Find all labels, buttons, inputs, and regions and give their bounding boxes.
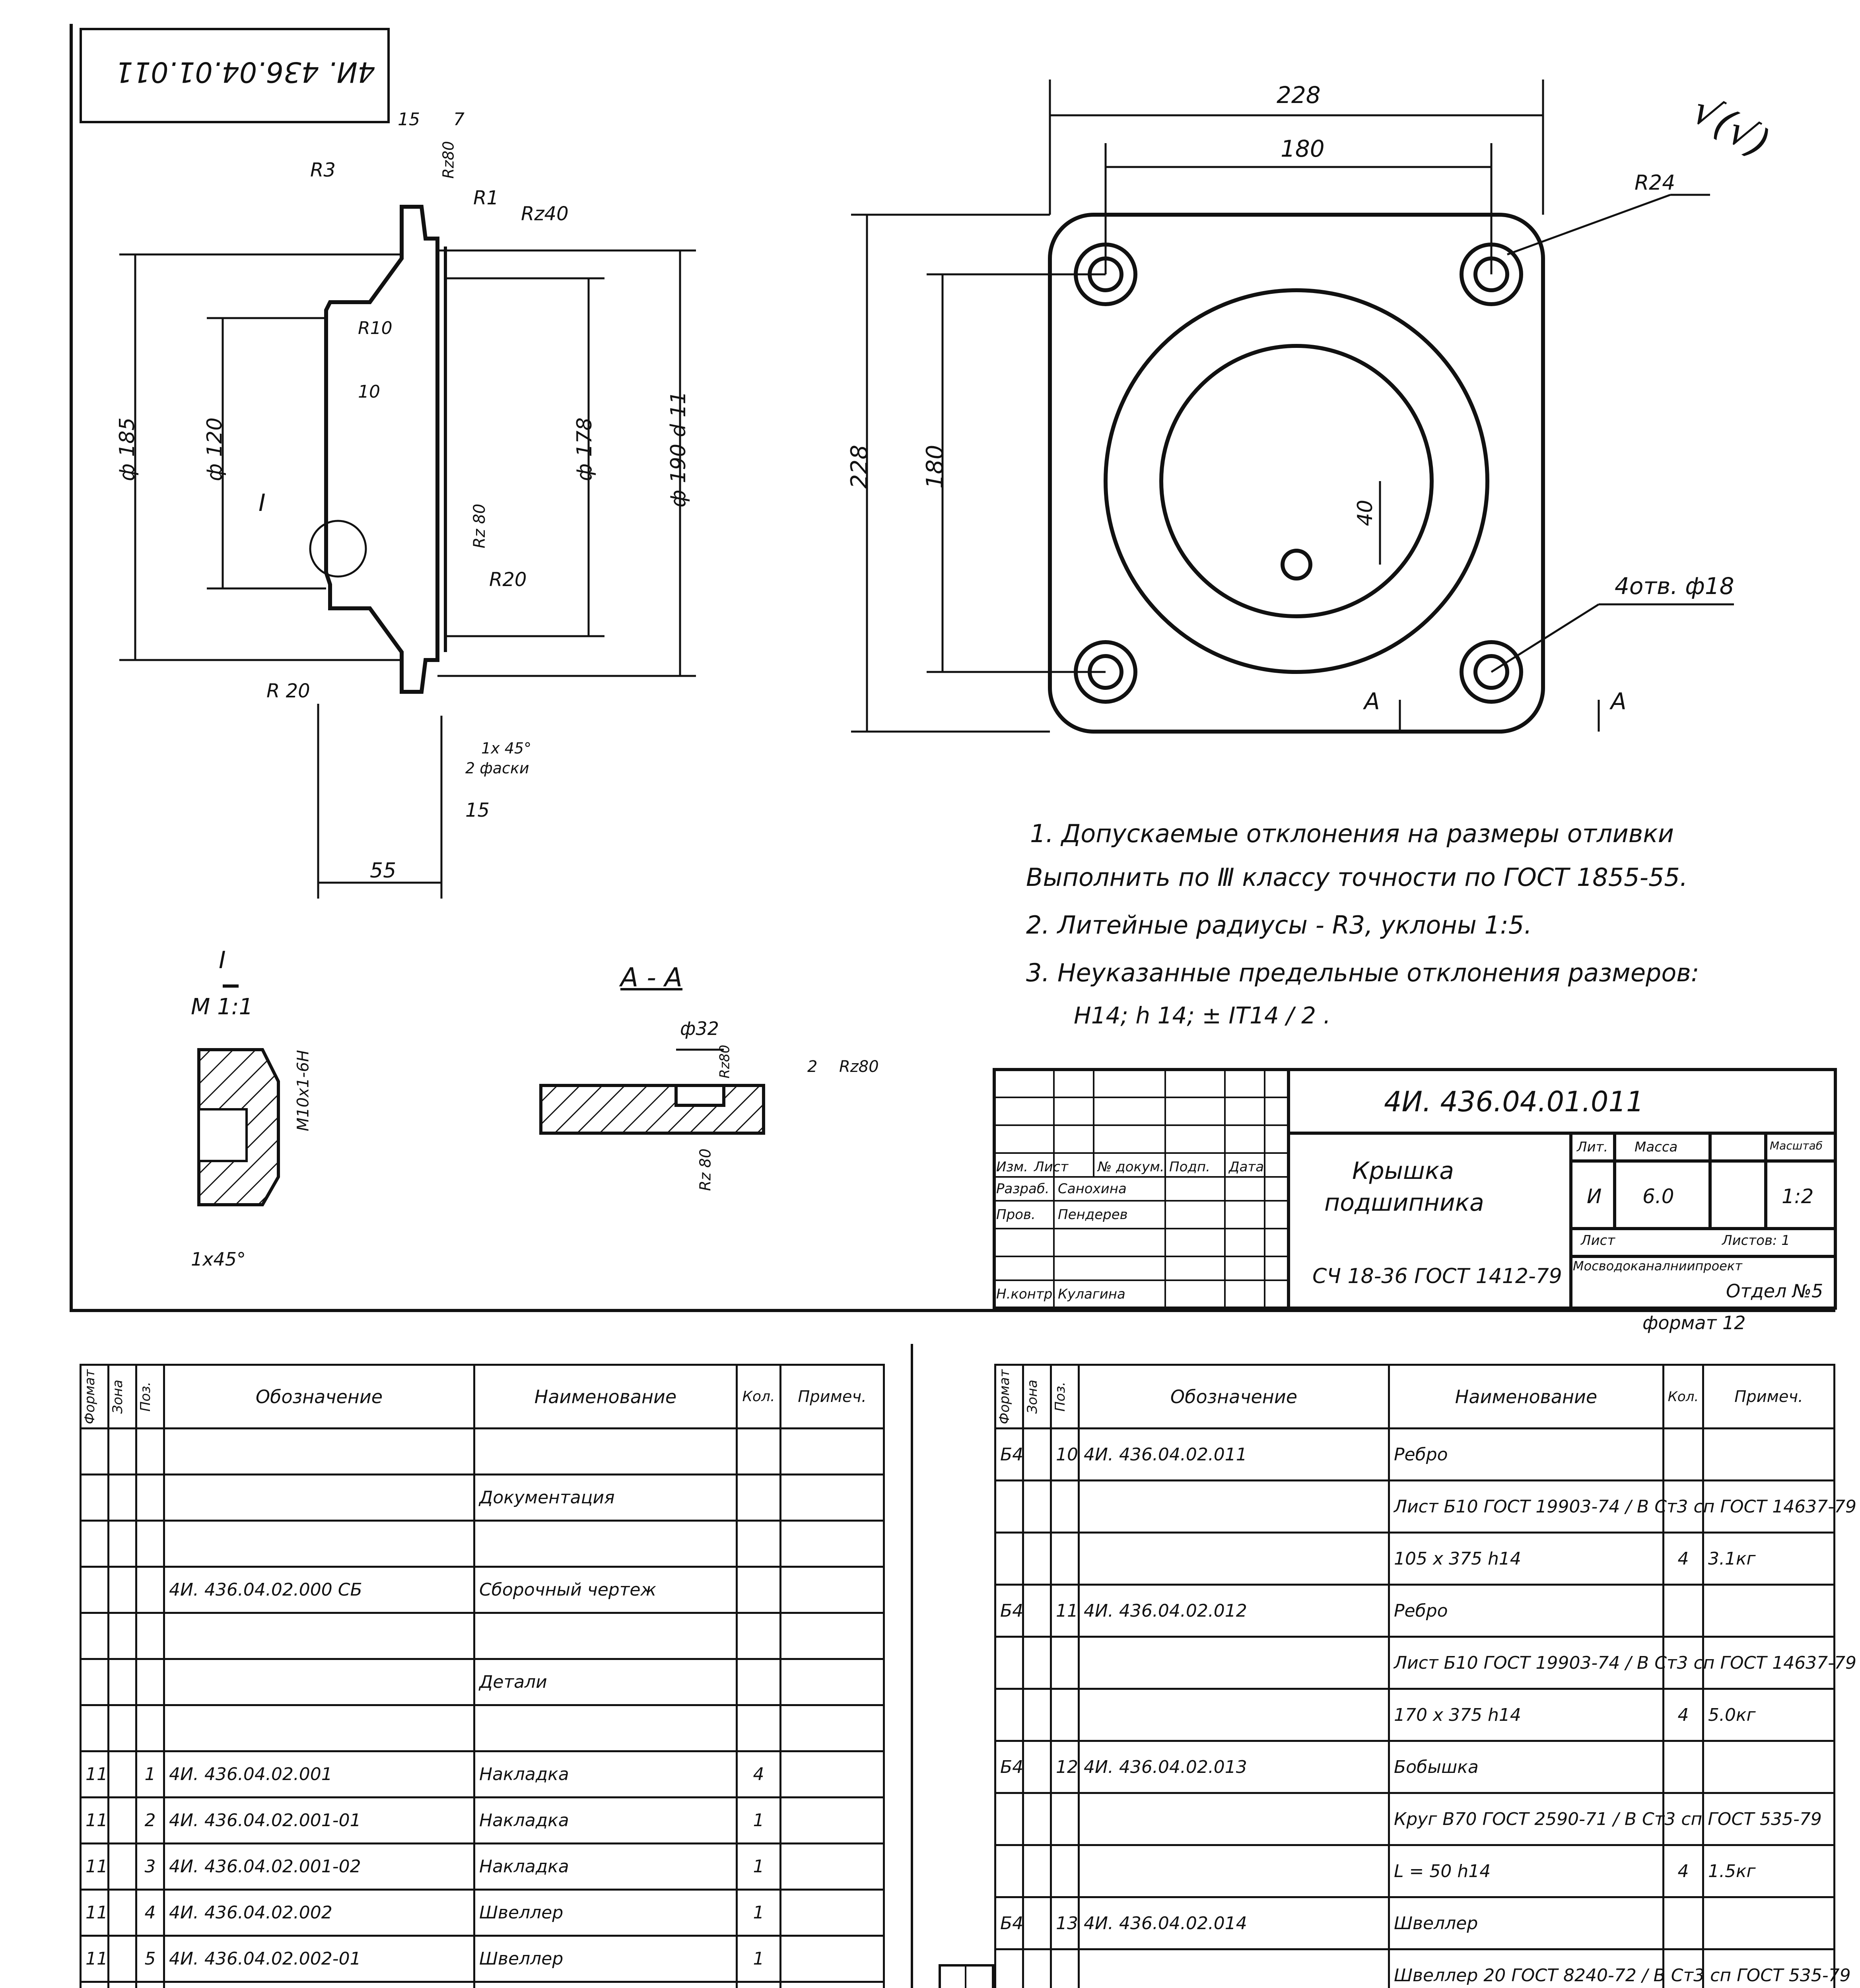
zone-cell [1023,1481,1051,1533]
format-cell [81,1659,109,1705]
section-aa-rz80c: Rz 80 [696,1148,714,1191]
designation-cell: 4И. 436.04.02.001-01 [164,1798,474,1844]
note-cell [781,1705,884,1751]
designation-cell [1079,1949,1389,1988]
right-head-qty: Кол. [1664,1365,1703,1429]
note-cell [1703,1429,1835,1481]
pos-cell [1051,1845,1079,1897]
section-aa-rz80b: Rz80 [839,1058,879,1076]
name-cell: Накладка [474,1844,737,1890]
format-cell [995,1949,1023,1988]
spec-row [995,1585,1835,1637]
pos-cell [1051,1481,1079,1533]
note-cell [781,1429,884,1475]
format-cell: 11 [81,1936,109,1982]
spec-row [995,1637,1835,1689]
note-cell [1703,1897,1835,1949]
name-cell [474,1613,737,1659]
pos-cell [136,1567,164,1613]
qty-cell [1664,1585,1703,1637]
qty-cell: 4 [1664,1689,1703,1741]
section-mark-a-left: А [1364,688,1380,715]
section-aa-rz80a: Rz80 [717,1044,733,1079]
tb1-razrab-role: Разраб. [996,1181,1050,1197]
format-cell: Б4 [995,1585,1023,1637]
right-head-zone: Зона [1023,1365,1051,1429]
dim-holes: 4отв. ф18 [1615,573,1734,600]
left-head-qty: Кол. [737,1365,781,1429]
pos-cell: 10 [1051,1429,1079,1481]
designation-cell [164,1429,474,1475]
name-cell [474,1429,737,1475]
tb1-col-list: Лист [1034,1159,1069,1175]
format-cell [81,1613,109,1659]
name-cell: Швеллер [1389,1897,1664,1949]
spec-row [81,1567,884,1613]
name-cell: Ребро [1389,1429,1664,1481]
note-cell [1703,1741,1835,1793]
qty-cell [1664,1741,1703,1793]
pos-cell [1051,1689,1079,1741]
name-cell: L = 50 h14 [1389,1845,1664,1897]
dim-228-top: 228 [1277,82,1321,109]
spec-row [995,1481,1835,1533]
note-3a: 3. Неуказанные предельные отклонения размеров: [1026,958,1699,987]
qty-cell [737,1429,781,1475]
note-cell [781,1936,884,1982]
right-head-pos: Поз. [1051,1365,1079,1429]
spec-row [81,1429,884,1475]
name-cell: Швеллер 20 ГОСТ 8240-72 / В Ст3 сп ГОСТ 535-79 [1389,1949,1664,1988]
note-cell [781,1751,884,1798]
qty-cell: 4 [1664,1533,1703,1585]
sheet-divider [911,1344,913,1988]
qty-cell: 1 [737,1890,781,1936]
dim-55: 55 [370,859,396,883]
dim-r20-a: R20 [489,569,527,591]
note-cell [1703,1585,1835,1637]
note-cell [781,1798,884,1844]
zone-cell [109,1659,136,1705]
right-head-format: Формат [995,1365,1023,1429]
name-cell [474,1705,737,1751]
pos-cell [136,1429,164,1475]
dim-15b: 15 [465,799,490,821]
spec-row [995,1845,1835,1897]
left-head-zone: Зона [109,1365,136,1429]
tb1-list: Лист [1581,1233,1615,1248]
note-cell [781,1844,884,1890]
designation-cell [1079,1689,1389,1741]
name-cell: Сборочный чертеж [474,1567,737,1613]
name-cell: Круг В70 ГОСТ 2590-71 / В Ст3 сп ГОСТ 535-79 [1389,1793,1664,1845]
dim-phi185: ф 185 [115,417,140,481]
tb1-col-date: Дата [1229,1159,1264,1175]
format-cell [995,1845,1023,1897]
spec-row [81,1982,884,1988]
format-cell [995,1793,1023,1845]
qty-cell [737,1521,781,1567]
tb1-nkontr-role: Н.контр. [996,1286,1057,1302]
dim-10: 10 [358,382,380,402]
zone-cell [109,1844,136,1890]
dim-228-left: 228 [845,445,873,489]
zone-cell [109,1798,136,1844]
zone-cell [109,1936,136,1982]
pos-cell [1051,1949,1079,1988]
pos-cell [136,1521,164,1567]
spec-row [81,1613,884,1659]
pos-cell: 4 [136,1890,164,1936]
note-cell [781,1659,884,1705]
qty-cell [737,1659,781,1705]
qty-cell [737,1982,781,1988]
zone-cell [109,1475,136,1521]
note-3b: Н14; h 14; ± IT14 / 2 . [1074,1002,1331,1029]
designation-cell: 4И. 436.04.02.001-02 [164,1844,474,1890]
spec-row [995,1741,1835,1793]
zone-cell [109,1890,136,1936]
note-cell [781,1521,884,1567]
zone-cell [109,1429,136,1475]
format-cell: Б4 [995,1741,1023,1793]
dim-rz80-a: Rz80 [439,141,457,179]
pos-cell [136,1982,164,1988]
name-cell: Швеллер [474,1890,737,1936]
pos-cell: 12 [1051,1741,1079,1793]
zone-cell [109,1705,136,1751]
left-spec-table [80,1364,885,1988]
note-1a: 1. Допускаемые отклонения на размеры отливки [1030,819,1674,848]
dim-rz80-b: Rz 80 [470,503,489,549]
pos-cell [1051,1793,1079,1845]
designation-cell: 4И. 436.04.02.002-01 [164,1936,474,1982]
pos-cell [136,1475,164,1521]
section-aa-title: А - А [620,962,683,993]
note-2: 2. Литейные радиусы - R3, уклоны 1:5. [1026,911,1532,940]
format-cell: 11 [81,1890,109,1936]
spec-row [81,1936,884,1982]
format-cell [995,1533,1023,1585]
note-cell: 5.0кг [1703,1689,1835,1741]
designation-cell [1079,1481,1389,1533]
tb1-col-doc: № докум. [1098,1159,1164,1175]
zone-cell [1023,1585,1051,1637]
dim-phi120: ф 120 [203,417,227,481]
zone-cell [1023,1689,1051,1741]
qty-cell [737,1705,781,1751]
right-head-designation: Обозначение [1079,1365,1389,1429]
dim-r10: R10 [358,318,393,338]
detail-i-title: I [219,946,226,974]
dim-rz40: Rz40 [521,203,569,225]
zone-cell [1023,1429,1051,1481]
note-1b: Выполнить по Ⅲ классу точности по ГОСТ 1855-55. [1026,863,1688,892]
tb1-lit: И [1587,1185,1602,1208]
spec-row [995,1429,1835,1481]
name-cell: Ребро [1389,1585,1664,1637]
left-head-format: Формат [81,1365,109,1429]
spec-row [81,1844,884,1890]
spec-row [995,1897,1835,1949]
note-cell [781,1613,884,1659]
tb1-name-2: подшипника [1324,1189,1484,1217]
name-cell: Бобышка [1389,1741,1664,1793]
zone-cell [109,1751,136,1798]
detail-i-chamfer: 1х45° [191,1248,246,1270]
qty-cell: 1 [737,1798,781,1844]
designation-cell [164,1659,474,1705]
format-cell [995,1481,1023,1533]
tb1-col-sign: Подп. [1169,1159,1210,1175]
qty-cell: 4 [737,1751,781,1798]
pos-cell [1051,1533,1079,1585]
tb1-code: 4И. 436.04.01.011 [1384,1085,1644,1118]
name-cell: 105 х 375 h14 [1389,1533,1664,1585]
zone-cell [1023,1741,1051,1793]
section-aa-d2: 2 [807,1058,818,1076]
format-cell [81,1475,109,1521]
tb1-col-izm: Изм. [996,1159,1028,1175]
note-cell [781,1982,884,1988]
tb1-prov-role: Пров. [996,1207,1036,1223]
dim-r1: R1 [473,187,499,209]
zone-cell [1023,1793,1051,1845]
name-cell: Швеллер [474,1936,737,1982]
designation-cell [164,1982,474,1988]
name-cell [474,1982,737,1988]
qty-cell [737,1567,781,1613]
right-head-name: Наименование [1389,1365,1664,1429]
designation-cell: 4И. 436.04.02.000 СБ [164,1567,474,1613]
dim-7: 7 [453,109,465,130]
dim-r3: R3 [310,159,336,181]
dim-chamfer-2: 2 фаски [465,759,529,777]
spec-row [995,1793,1835,1845]
tb1-name-1: Крышка [1352,1157,1454,1185]
tb1-massa-h: Масса [1635,1139,1678,1155]
tb1-lit-h: Лит. [1577,1139,1608,1155]
spec-row [81,1890,884,1936]
tb1-dept: Отдел №5 [1726,1280,1823,1302]
zone-cell [109,1982,136,1988]
designation-cell: 4И. 436.04.02.001 [164,1751,474,1798]
format-cell [81,1982,109,1988]
dim-r24: R24 [1635,171,1675,195]
right-side-stamp [939,1964,994,1988]
zone-cell [1023,1845,1051,1897]
zone-cell [109,1567,136,1613]
tb1-masshtab: 1:2 [1782,1185,1814,1208]
tb1-masshtab-h: Масштаб [1770,1139,1823,1152]
tb1-razrab-name: Санохина [1058,1181,1127,1197]
name-cell: 170 х 375 h14 [1389,1689,1664,1741]
format-cell: 11 [81,1751,109,1798]
dim-15: 15 [398,109,420,130]
pos-cell [136,1705,164,1751]
tb1-listov: Листов: 1 [1722,1233,1790,1248]
dim-phi178: ф 178 [573,417,597,481]
spec-row [81,1751,884,1798]
dim-180-left: 180 [921,445,948,489]
tb1-massa: 6.0 [1642,1185,1674,1208]
dim-chamfer: 1х 45° [481,740,532,757]
spec-row [81,1475,884,1521]
dim-r20-b: R 20 [266,680,310,702]
designation-cell [164,1475,474,1521]
format-cell [81,1567,109,1613]
pos-cell: 13 [1051,1897,1079,1949]
zone-cell [109,1521,136,1567]
detail-i-thread: М10х1-6Н [294,1050,313,1132]
qty-cell: 4 [1664,1845,1703,1897]
detail-i-scale: М 1:1 [191,994,253,1020]
left-head-pos: Поз. [136,1365,164,1429]
designation-cell [164,1613,474,1659]
tb1-format: формат 12 [1642,1312,1746,1334]
name-cell: Документация [474,1475,737,1521]
name-cell [474,1521,737,1567]
note-cell: 1.5кг [1703,1845,1835,1897]
spec-row [81,1521,884,1567]
pos-cell [136,1613,164,1659]
note-cell [781,1567,884,1613]
designation-cell [1079,1793,1389,1845]
designation-cell [1079,1637,1389,1689]
spec-row [81,1798,884,1844]
center-tap-hole [1283,551,1310,579]
name-cell: Накладка [474,1798,737,1844]
right-spec-table [994,1364,1857,1988]
pos-cell [1051,1637,1079,1689]
dim-180-top: 180 [1281,135,1325,162]
spec-row [995,1689,1835,1741]
name-cell: Детали [474,1659,737,1705]
designation-cell: 4И. 436.04.02.014 [1079,1897,1389,1949]
designation-cell [1079,1533,1389,1585]
zone-cell [1023,1897,1051,1949]
spec-row [81,1705,884,1751]
format-cell: Б4 [995,1897,1023,1949]
designation-cell: 4И. 436.04.02.012 [1079,1585,1389,1637]
zone-cell [1023,1637,1051,1689]
dim-40: 40 [1353,499,1378,526]
pos-cell: 5 [136,1936,164,1982]
designation-cell: 4И. 436.04.02.002 [164,1890,474,1936]
designation-cell [164,1521,474,1567]
qty-cell [737,1613,781,1659]
pos-cell: 11 [1051,1585,1079,1637]
tb1-org: Мосводоканалниипроект [1573,1258,1742,1274]
zone-cell [109,1613,136,1659]
designation-cell: 4И. 436.04.02.013 [1079,1741,1389,1793]
left-head-designation: Обозначение [164,1365,474,1429]
view-i-marker: I [258,489,266,517]
pos-cell: 1 [136,1751,164,1798]
right-head-note: Примеч. [1703,1365,1835,1429]
left-head-name: Наименование [474,1365,737,1429]
dim-phi190: ф 190 d 11 [667,391,691,508]
designation-cell: 4И. 436.04.02.011 [1079,1429,1389,1481]
format-cell: 11 [81,1844,109,1890]
designation-cell [1079,1845,1389,1897]
qty-cell [1664,1897,1703,1949]
qty-cell: 1 [737,1936,781,1982]
pos-cell: 2 [136,1798,164,1844]
tb1-prov-name: Пендерев [1058,1207,1128,1223]
section-aa-phi32: ф32 [680,1018,719,1039]
pos-cell: 3 [136,1844,164,1890]
section-mark-a-right: А [1611,688,1627,715]
designation-cell [164,1705,474,1751]
format-cell: Б4 [995,1429,1023,1481]
qty-cell [1664,1429,1703,1481]
roughness-mark: √(√) [1684,86,1778,167]
left-head-note: Примеч. [781,1365,884,1429]
spec-row [995,1533,1835,1585]
inner-bore-circle [1161,346,1432,616]
name-cell: Накладка [474,1751,737,1798]
format-cell: 11 [81,1798,109,1844]
format-cell [81,1705,109,1751]
note-cell [781,1475,884,1521]
zone-cell [1023,1949,1051,1988]
zone-cell [1023,1533,1051,1585]
qty-cell: 1 [737,1844,781,1890]
spec-row [995,1949,1835,1988]
note-cell [781,1890,884,1936]
format-cell [81,1521,109,1567]
name-cell: Лист Б10 ГОСТ 19903-74 / В Ст3 сп ГОСТ 14637-79 [1389,1481,1664,1533]
pos-cell [136,1659,164,1705]
rotated-stamp-text: 4И. 436.04.01.011 [115,56,375,88]
spec-row [81,1659,884,1705]
format-cell [995,1689,1023,1741]
tb1-nkontr-name: Кулагина [1058,1286,1125,1302]
note-cell: 3.1кг [1703,1533,1835,1585]
format-cell [995,1637,1023,1689]
tb1-material: СЧ 18-36 ГОСТ 1412-79 [1312,1264,1562,1288]
format-cell [81,1429,109,1475]
qty-cell [737,1475,781,1521]
name-cell: Лист Б10 ГОСТ 19903-74 / В Ст3 сп ГОСТ 14637-79 [1389,1637,1664,1689]
